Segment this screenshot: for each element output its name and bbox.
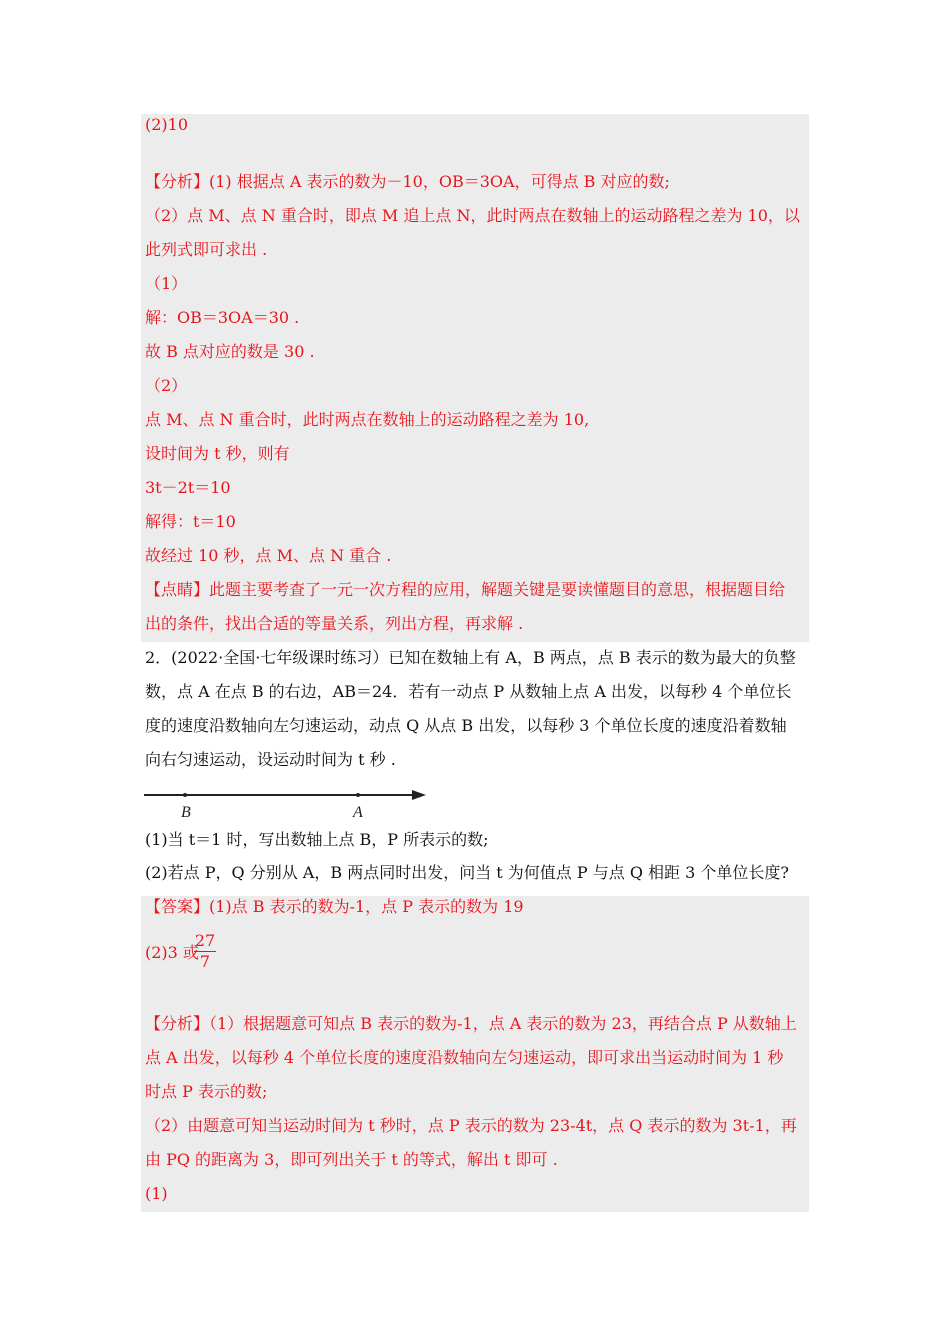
solution-line: (1) [145,1184,168,1203]
solution-line: 解得：t＝10 [145,512,236,531]
point-b [183,793,187,797]
solution-line: 解：OB＝3OA＝30 . [145,308,300,327]
analysis-line: 【分析】(1) 根据点 A 表示的数为－10，OB＝3OA，可得点 B 对应的数; [145,172,670,191]
comment-line: 出的条件，找出合适的等量关系，列出方程，再求解 . [145,614,524,633]
analysis-line: 点 A 出发，以每秒 4 个单位长度的速度沿数轴向左匀速运动，即可求出当运动时间为 1 秒 [145,1048,784,1067]
question-part-2: (2)若点 P，Q 分别从 A，B 两点同时出发，问当 t 为何值点 P 与点 Q 相距 3 个单位长度? [145,863,789,882]
number-line-figure [140,782,430,822]
analysis-line: 时点 P 表示的数; [145,1082,268,1101]
solution-line: 设时间为 t 秒，则有 [145,444,290,463]
question-text: 向右匀速运动，设运动时间为 t 秒 . [145,750,396,769]
label-b: B [181,804,191,821]
solution-line: 故经过 10 秒，点 M、点 N 重合 . [145,546,392,565]
question-text: 数，点 A 在点 B 的右边，AB＝24．若有一动点 P 从数轴上点 A 出发，以每秒 4 个单位长 [145,682,792,701]
analysis-line: （2）点 M、点 N 重合时，即点 M 追上点 N，此时两点在数轴上的运动路程之差为 10，以 [145,206,800,225]
fraction-denominator: 7 [199,952,211,971]
analysis-line: 此列式即可求出 . [145,240,268,259]
answer-part-2: (2)3 或 [145,943,199,962]
solution-line: 故 B 点对应的数是 30 . [145,342,315,361]
solution-line: （2） [145,376,188,395]
question-text: 2．(2022·全国·七年级课时练习）已知在数轴上有 A，B 两点，点 B 表示的数为最大的负整 [145,648,796,667]
question-text: 度的速度沿数轴向左匀速运动，动点 Q 从点 B 出发，以每秒 3 个单位长度的速度沿着数轴 [145,716,787,735]
answer-line: 【答案】(1)点 B 表示的数为-1，点 P 表示的数为 19 [145,897,524,916]
answer-part-2: (2)10 [145,115,189,134]
fraction-numerator: 27 [194,931,216,950]
question-part-1: (1)当 t＝1 时，写出数轴上点 B，P 所表示的数; [145,830,489,849]
analysis-line: （2）由题意可知当运动时间为 t 秒时，点 P 表示的数为 23-4t，点 Q 表示的数为 3t-1，再 [145,1116,797,1135]
solution-line: 点 M、点 N 重合时，此时两点在数轴上的运动路程之差为 10, [145,410,590,429]
comment-line: 【点睛】此题主要考查了一元一次方程的应用，解题关键是要读懂题目的意思，根据题目给 [145,580,786,599]
equation-line: 3t－2t＝10 [145,478,231,497]
solution-line: （1） [145,274,188,293]
analysis-line: 【分析】（1）根据题意可知点 B 表示的数为-1，点 A 表示的数为 23，再结合点 P 从数轴上 [145,1014,797,1033]
fraction-27-7 [194,932,216,971]
analysis-line: 由 PQ 的距离为 3，即可列出关于 t 的等式，解出 t 即可 . [145,1150,558,1169]
arrow-right-icon [412,790,426,800]
label-a: A [353,804,363,821]
point-a [356,793,360,797]
